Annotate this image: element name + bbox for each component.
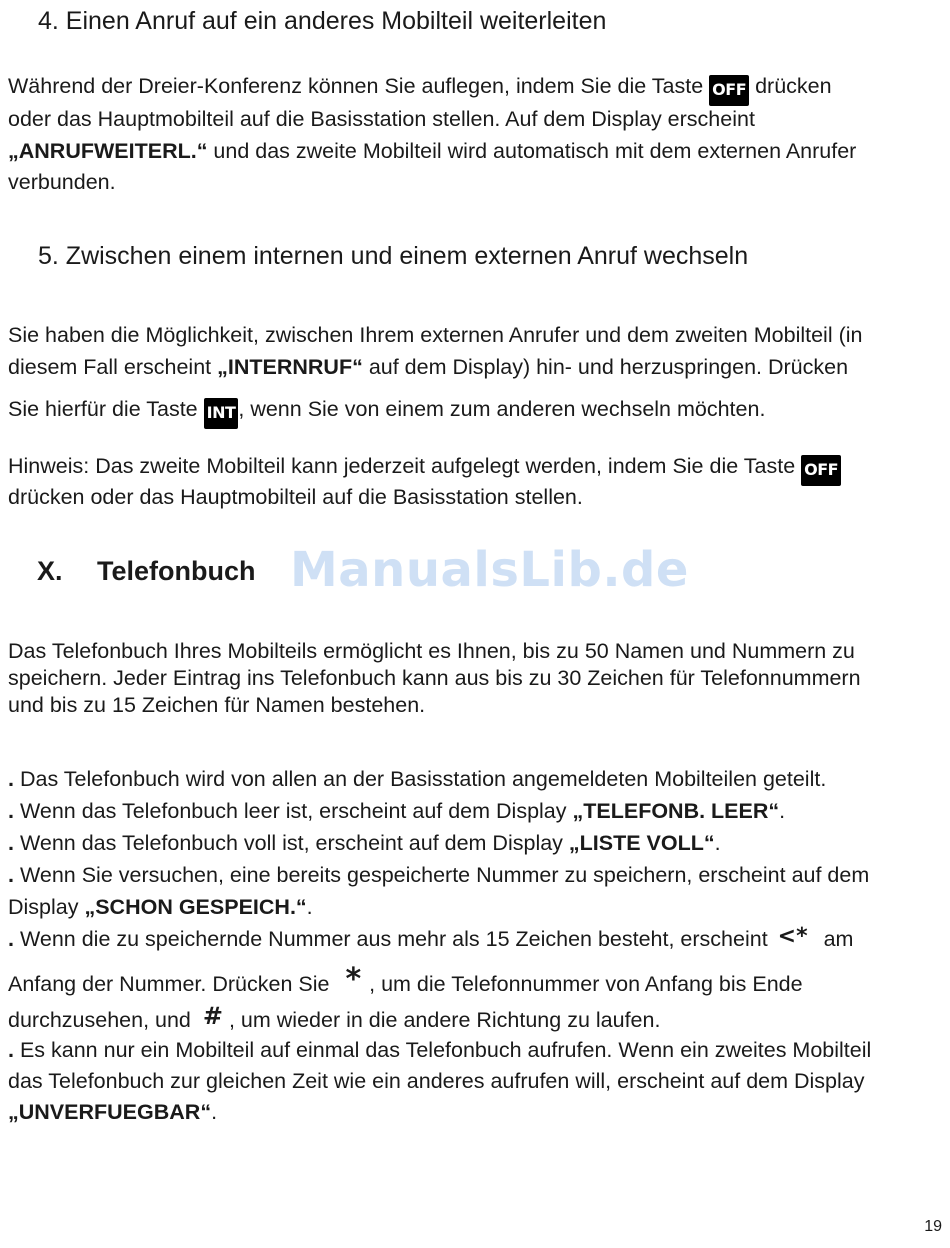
section-x-number: X. xyxy=(37,556,63,586)
paragraph-line: „ANRUFWEITERL.“ und das zweite Mobilteil wird automatisch mit dem externen Anrufer xyxy=(8,139,857,163)
paragraph-line: Sie haben die Möglichkeit, zwischen Ihrem externen Anrufer und dem zweiten Mobilteil (in xyxy=(8,323,863,347)
paragraph-line: diesem Fall erscheint „INTERNRUF“ auf dem Display) hin- und herzuspringen. Drücken xyxy=(8,355,849,379)
list-item: . Es kann nur ein Mobilteil auf einmal das Telefonbuch aufrufen. Wenn ein zweites Mobilteil xyxy=(8,1038,872,1062)
watermark-logo: ManualsLib.de xyxy=(290,542,689,598)
off-key-icon: OFF xyxy=(801,455,841,486)
intro-line: speichern. Jeder Eintrag ins Telefonbuch kann aus bis zu 30 Zeichen für Telefonnummern xyxy=(8,666,861,690)
paragraph-line: Während der Dreier-Konferenz können Sie auflegen, indem Sie die Taste OFF drücken xyxy=(8,74,832,106)
int-key-icon: INT xyxy=(204,398,239,429)
note-line: Hinweis: Das zweite Mobilteil kann jederzeit aufgelegt werden, indem Sie die Taste OFF xyxy=(8,454,841,486)
hash-key-icon: # xyxy=(202,1002,223,1030)
page-number: 19 xyxy=(924,1218,942,1235)
list-item: . Wenn Sie versuchen, eine bereits gespeicherte Nummer zu speichern, erscheint auf dem xyxy=(8,863,870,887)
note-line: drücken oder das Hauptmobilteil auf die Basisstation stellen. xyxy=(8,485,583,509)
list-item-continuation: Anfang der Nummer. Drücken Sie * , um die Telefonnummer von Anfang bis Ende xyxy=(8,962,803,997)
paragraph-line: verbunden. xyxy=(8,170,116,194)
list-item: . Wenn das Telefonbuch leer ist, erscheint auf dem Display „TELEFONB. LEER“. xyxy=(8,799,786,823)
list-item-continuation: „UNVERFUEGBAR“. xyxy=(8,1100,218,1124)
star-key-icon: * xyxy=(345,962,362,997)
section-5-heading: 5. Zwischen einem internen und einem externen Anruf wechseln xyxy=(38,242,749,270)
list-item-continuation: durchzusehen, und # , um wieder in die andere Richtung zu laufen. xyxy=(8,1002,661,1032)
intro-line: und bis zu 15 Zeichen für Namen bestehen. xyxy=(8,693,426,717)
paragraph-line: Sie hierfür die Taste INT , wenn Sie von einem zum anderen wechseln möchten. xyxy=(8,397,765,429)
paragraph-line: oder das Hauptmobilteil auf die Basisstation stellen. Auf dem Display erscheint xyxy=(8,107,755,131)
section-4-heading: 4. Einen Anruf auf ein anderes Mobilteil weiterleiten xyxy=(38,7,607,35)
off-key-icon: OFF xyxy=(709,75,749,106)
intro-line: Das Telefonbuch Ihres Mobilteils ermöglicht es Ihnen, bis zu 50 Namen und Nummern zu xyxy=(8,639,855,663)
list-item: . Das Telefonbuch wird von allen an der Basisstation angemeldeten Mobilteilen geteilt. xyxy=(8,767,827,791)
list-item: . Wenn die zu speichernde Nummer aus mehr als 15 Zeichen besteht, erscheint <* am xyxy=(8,924,854,951)
list-item-continuation: Display „SCHON GESPEICH.“. xyxy=(8,895,313,919)
list-item: . Wenn das Telefonbuch voll ist, erscheint auf dem Display „LISTE VOLL“. xyxy=(8,831,721,855)
scroll-indicator-icon: <* xyxy=(777,924,808,949)
list-item-continuation: das Telefonbuch zur gleichen Zeit wie ein anderes aufrufen will, erscheint auf dem Display xyxy=(8,1069,865,1093)
section-x-title: Telefonbuch xyxy=(97,556,256,586)
